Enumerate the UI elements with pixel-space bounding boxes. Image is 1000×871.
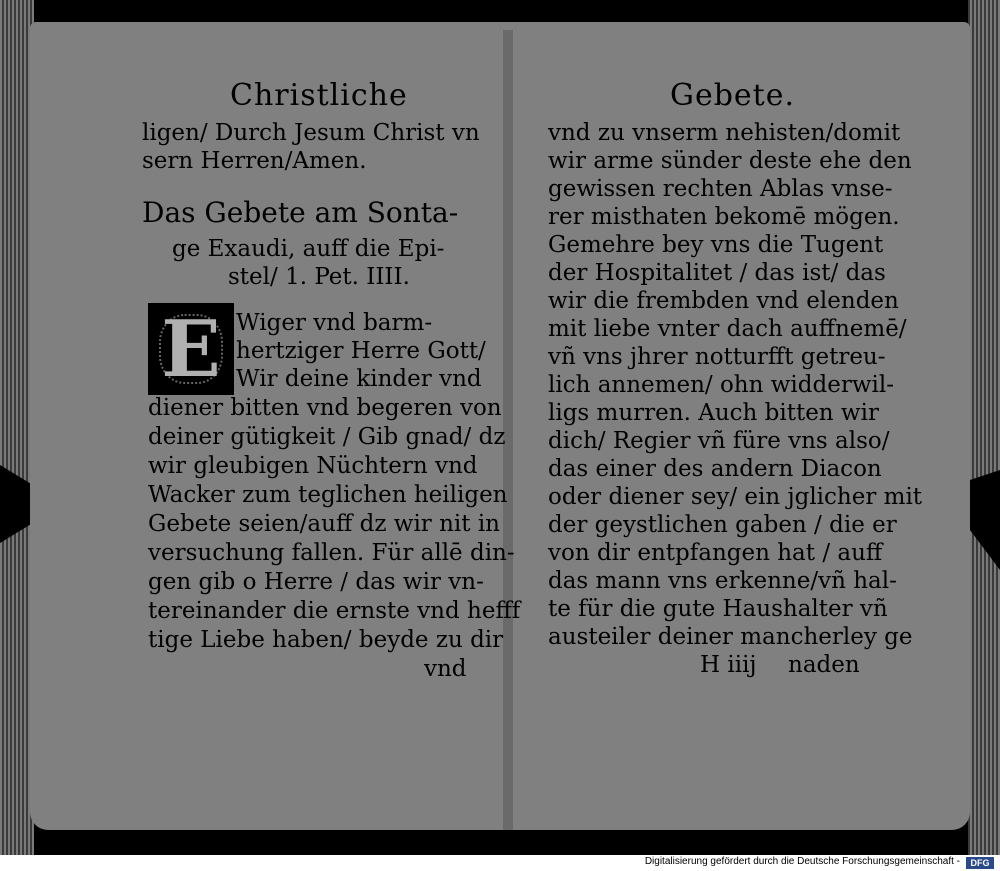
text-line: lich annemen/ ohn widderwil-	[548, 372, 895, 398]
text-line: das einer des andern Diacon	[548, 456, 882, 482]
text-line: Wiger vnd barm-	[236, 310, 433, 336]
text-line: vnd zu vnserm nehisten/domit	[548, 120, 901, 146]
text-line: Gemehre bey vns die Tugent	[548, 232, 884, 258]
catchword: vnd	[424, 656, 467, 682]
running-head-right: Gebete.	[670, 78, 796, 113]
text-line: diener bitten vnd begeren von	[148, 395, 502, 421]
text-line: tige Liebe haben/ beyde zu dir	[148, 627, 504, 653]
text-line: gewissen rechten Ablas vnse-	[548, 176, 893, 202]
text-line: tereinander die ernste vnd hefff	[148, 598, 521, 624]
dfg-logo: DFG	[966, 857, 994, 869]
section-subheading: ge Exaudi, auff die Epi-	[172, 236, 445, 262]
text-line: mit liebe vnter dach auffnemē/	[548, 316, 907, 342]
text-line: oder diener sey/ ein jglicher mit	[548, 484, 923, 510]
text-line: versuchung fallen. Für allē din-	[148, 540, 515, 566]
footer-bar	[0, 855, 1000, 871]
text-line: rer misthaten bekomē mögen.	[548, 204, 900, 230]
text-line: wir die frembden vnd elenden	[548, 288, 899, 314]
signature-mark: H iiij	[700, 652, 757, 678]
text-line: ligen/ Durch Jesum Christ vn	[142, 120, 480, 146]
text-line: hertziger Herre Gott/	[236, 338, 486, 364]
text-line: sern Herren/Amen.	[142, 148, 367, 174]
text-line: der geystlichen gaben / die er	[548, 512, 897, 538]
section-subheading: stel/ 1. Pet. IIII.	[228, 264, 410, 290]
text-line: dich/ Regier vñ füre vns also/	[548, 428, 890, 454]
text-line: ligs murren. Auch bitten wir	[548, 400, 879, 426]
text-line: deiner gütigkeit / Gib gnad/ dz	[148, 424, 506, 450]
funding-credit: Digitalisierung gefördert durch die Deutsche Forschungsgemeinschaft -	[644, 856, 960, 867]
section-heading: Das Gebete am Sonta-	[142, 196, 459, 229]
right-fore-edge	[968, 0, 1000, 855]
text-line: Gebete seien/auff dz wir nit in	[148, 511, 500, 537]
initial-letter: E	[161, 303, 221, 395]
catchword: naden	[788, 652, 860, 678]
decorated-initial	[148, 303, 234, 395]
text-line: vñ vns jhrer notturfft getreu-	[548, 344, 886, 370]
text-line: austeiler deiner mancherley ge	[548, 624, 913, 650]
text-line: das mann vns erkenne/vñ hal-	[548, 568, 897, 594]
text-line: te für die gute Haushalter vñ	[548, 596, 888, 622]
text-line: der Hospitalitet / das ist/ das	[548, 260, 886, 286]
running-head-left: Christliche	[230, 78, 408, 113]
text-line: gen gib o Herre / das wir vn-	[148, 569, 484, 595]
text-line: Wir deine kinder vnd	[236, 366, 482, 392]
left-fore-edge	[0, 0, 34, 855]
text-line: wir arme sünder deste ehe den	[548, 148, 912, 174]
text-line: von dir entpfangen hat / auff	[548, 540, 883, 566]
text-line: wir gleubigen Nüchtern vnd	[148, 453, 478, 479]
text-line: Wacker zum teglichen heiligen	[148, 482, 508, 508]
